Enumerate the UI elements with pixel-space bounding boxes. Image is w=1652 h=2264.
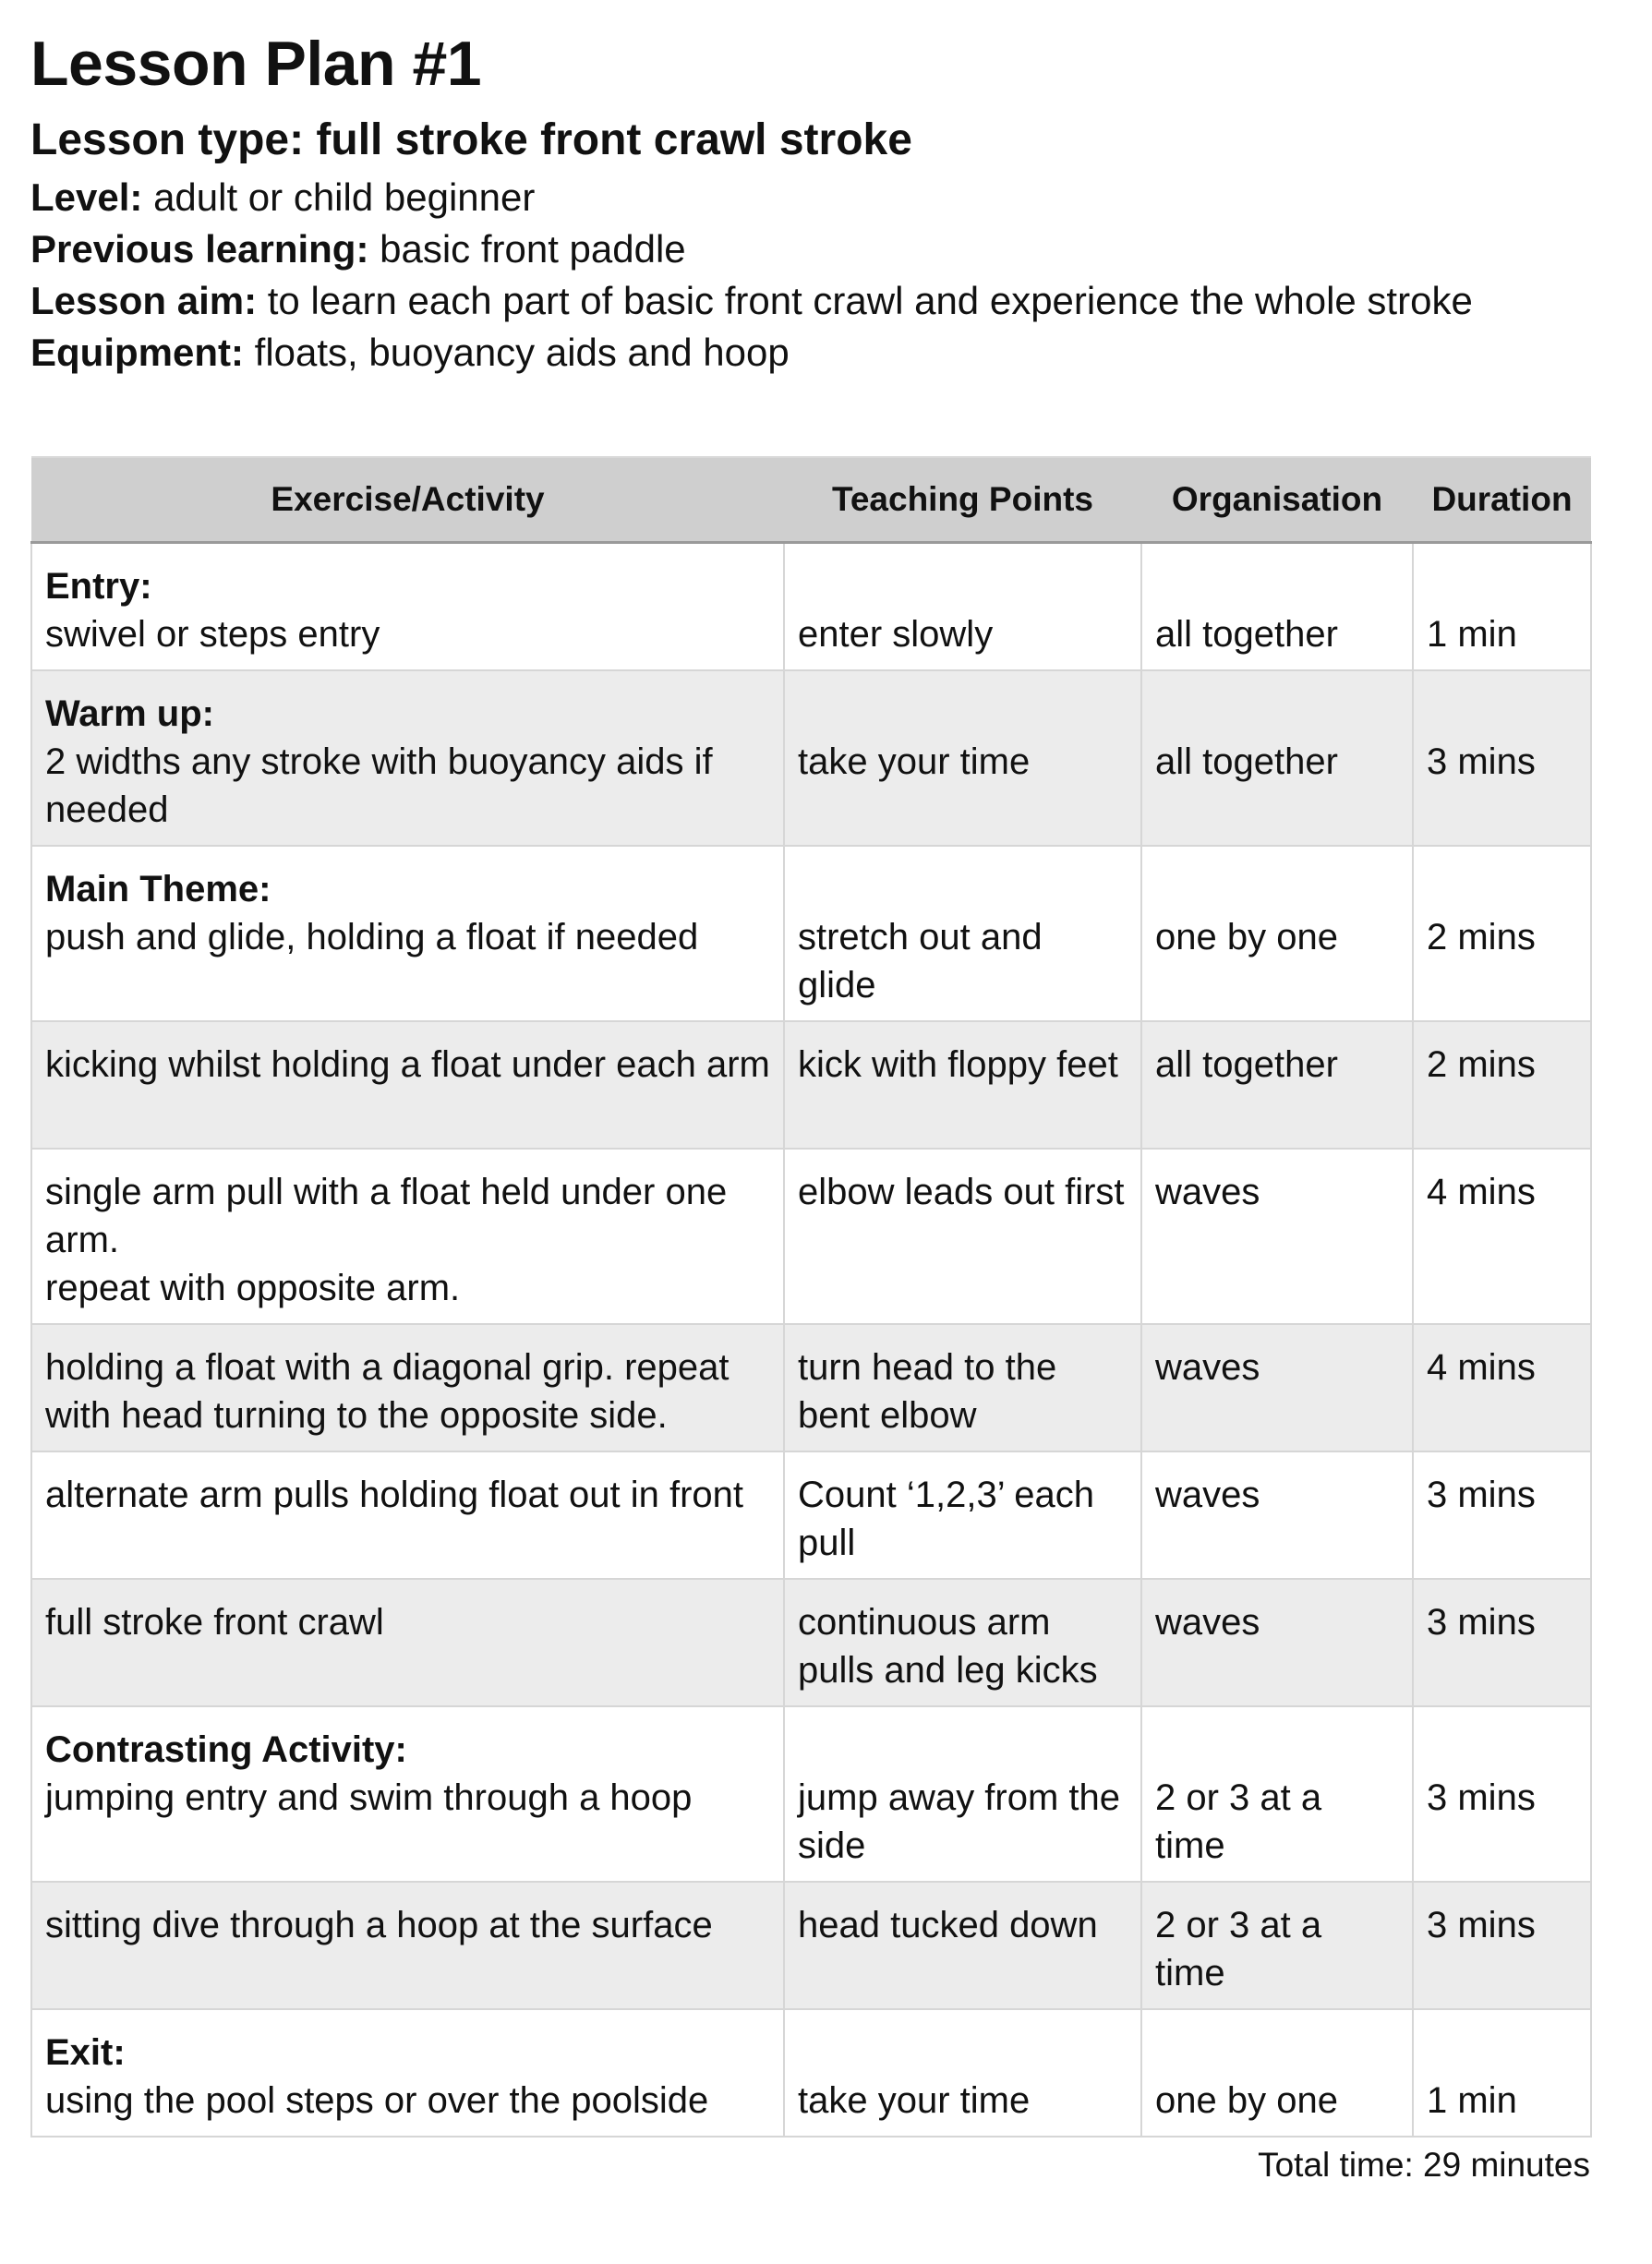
organisation-cell [1141,1706,1413,1882]
duration-cell [1413,1579,1591,1706]
table-row [31,670,1591,846]
activity-text: single arm pull with a float held under one arm. repeat with opposite arm. [45,1171,728,1308]
organisation-cell [1141,1451,1413,1579]
duration-cell [1413,1451,1591,1579]
teaching-text: enter slowly [798,614,994,655]
teaching-cell [784,1324,1141,1451]
organisation-text: waves [1155,1346,1260,1388]
duration-text: 3 mins [1427,1474,1536,1515]
duration-text: 4 mins [1427,1346,1536,1388]
table-row [31,1451,1591,1579]
activity-cell [31,1579,784,1706]
teaching-text: elbow leads out first [798,1171,1125,1212]
duration-cell [1413,670,1591,846]
level-label: Level: [30,175,143,219]
equipment-label: Equipment: [30,331,244,374]
organisation-cell [1141,1149,1413,1324]
duration-cell [1413,1706,1591,1882]
teaching-text: turn head to the bent elbow [798,1346,1057,1436]
header-organisation: Organisation [1141,457,1413,543]
level-value: adult or child beginner [153,175,536,219]
duration-text: 2 mins [1427,1043,1536,1085]
table-header-row [31,457,1591,543]
duration-text: 1 min [1427,614,1517,655]
organisation-cell [1141,670,1413,846]
section-heading: Entry: [45,566,152,607]
duration-text: 2 mins [1427,916,1536,957]
activity-text: using the pool steps or over the poolside [45,2079,709,2121]
table-row [31,1706,1591,1882]
teaching-cell [784,1149,1141,1324]
organisation-text: waves [1155,1601,1260,1643]
duration-text: 4 mins [1427,1171,1536,1212]
activity-cell [31,1149,784,1324]
lesson-aim-label: Lesson aim: [30,279,258,322]
activity-text: sitting dive through a hoop at the surface [45,1904,713,1945]
previous-learning-value: basic front paddle [380,227,686,271]
previous-learning-label: Previous learning: [30,227,369,271]
teaching-cell [784,846,1141,1021]
activity-cell [31,543,784,670]
activity-cell [31,1451,784,1579]
activity-text: push and glide, holding a float if needed [45,916,699,957]
section-heading: Main Theme: [45,868,271,909]
activity-cell [31,670,784,846]
teaching-text: Count ‘1,2,3’ each pull [798,1474,1094,1563]
duration-text: 3 mins [1427,741,1536,782]
organisation-cell [1141,1021,1413,1149]
lesson-type-value: full stroke front crawl stroke [316,115,912,164]
activity-text: kicking whilst holding a float under each arm [45,1043,770,1085]
header-duration: Duration [1413,457,1591,543]
activity-cell [31,2009,784,2137]
duration-cell [1413,1021,1591,1149]
table-row [31,2009,1591,2137]
table-row [31,1324,1591,1451]
activity-text: holding a float with a diagonal grip. repeat with head turning to the opposite side. [45,1346,730,1436]
teaching-cell [784,670,1141,846]
previous-learning-line [30,223,686,275]
organisation-text: all together [1155,614,1338,655]
duration-cell [1413,2009,1591,2137]
table-row [31,1021,1591,1149]
organisation-text: one by one [1155,2079,1338,2121]
organisation-text: waves [1155,1474,1260,1515]
organisation-text: all together [1155,1043,1338,1085]
teaching-text: kick with floppy feet [798,1043,1118,1085]
organisation-cell [1141,2009,1413,2137]
teaching-text: jump away from the side [798,1776,1121,1866]
level-line [30,172,535,223]
activity-cell [31,846,784,1021]
teaching-cell [784,543,1141,670]
teaching-cell [784,1882,1141,2009]
teaching-cell [784,1706,1141,1882]
activity-text: full stroke front crawl [45,1601,384,1643]
equipment-line [30,327,790,379]
organisation-text: 2 or 3 at a time [1155,1776,1322,1866]
teaching-cell [784,2009,1141,2137]
organisation-text: waves [1155,1171,1260,1212]
organisation-cell [1141,1324,1413,1451]
lesson-plan-table [30,456,1592,2138]
duration-text: 3 mins [1427,1776,1536,1818]
lesson-type-label: Lesson type: [30,115,305,164]
table-row [31,1149,1591,1324]
teaching-cell [784,1451,1141,1579]
organisation-cell [1141,1882,1413,2009]
duration-text: 3 mins [1427,1904,1536,1945]
organisation-cell [1141,846,1413,1021]
teaching-text: stretch out and glide [798,916,1043,1006]
organisation-cell [1141,543,1413,670]
activity-cell [31,1324,784,1451]
duration-cell [1413,1882,1591,2009]
activity-text: alternate arm pulls holding float out in front [45,1474,743,1515]
activity-text: swivel or steps entry [45,614,380,655]
organisation-text: all together [1155,741,1338,782]
section-heading: Warm up: [45,692,214,734]
lesson-type-line [30,114,912,166]
activity-cell [31,1021,784,1149]
page-title: Lesson Plan #1 [30,29,482,99]
activity-text: jumping entry and swim through a hoop [45,1776,693,1818]
table-row [31,1579,1591,1706]
teaching-text: head tucked down [798,1904,1098,1945]
equipment-value: floats, buoyancy aids and hoop [254,331,790,374]
duration-cell [1413,846,1591,1021]
organisation-text: one by one [1155,916,1338,957]
duration-cell [1413,1149,1591,1324]
duration-text: 3 mins [1427,1601,1536,1643]
section-heading: Exit: [45,2031,126,2073]
duration-cell [1413,1324,1591,1451]
section-heading: Contrasting Activity: [45,1728,407,1770]
organisation-text: 2 or 3 at a time [1155,1904,1322,1993]
lesson-aim-value: to learn each part of basic front crawl and experience the whole stroke [267,279,1473,322]
teaching-text: continuous arm pulls and leg kicks [798,1601,1098,1691]
table-row [31,846,1591,1021]
header-exercise: Exercise/Activity [31,457,784,543]
activity-cell [31,1882,784,2009]
teaching-cell [784,1579,1141,1706]
teaching-text: take your time [798,741,1031,782]
header-teaching-points: Teaching Points [784,457,1141,543]
teaching-text: take your time [798,2079,1031,2121]
lesson-aim-line [30,275,1473,327]
activity-text: 2 widths any stroke with buoyancy aids if needed [45,741,713,830]
table-row [31,543,1591,670]
duration-text: 1 min [1427,2079,1517,2121]
teaching-cell [784,1021,1141,1149]
table-row [31,1882,1591,2009]
activity-cell [31,1706,784,1882]
duration-cell [1413,543,1591,670]
table-body [31,543,1591,2137]
total-time: Total time: 29 minutes [1258,2146,1590,2184]
organisation-cell [1141,1579,1413,1706]
